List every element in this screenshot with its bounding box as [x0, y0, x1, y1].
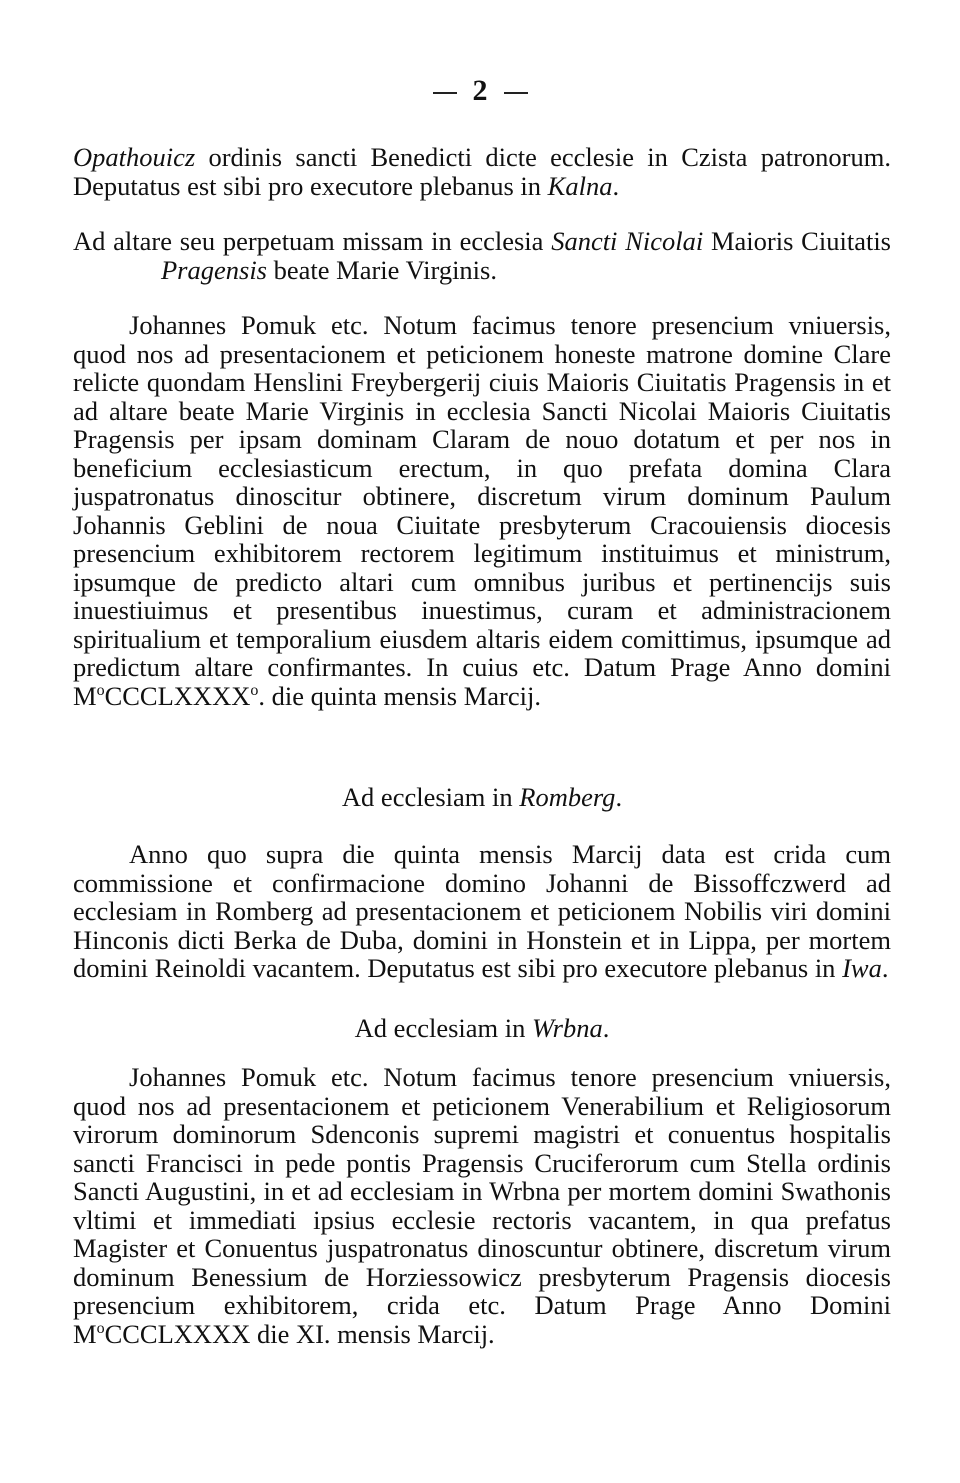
italic-place: Iwa	[842, 953, 882, 983]
heading-romberg	[73, 783, 891, 812]
superscript: o	[96, 681, 105, 699]
paragraph-text: Johannes Pomuk etc. Notum facimus tenore presencium vniuersis, quod nos ad presentacionem et peticionem Venerabilium et Religiosorum virorum dominorum Sdenconis supremi magistri et conuentus hospitalis sancti Francisci in pede pontis Pragensis Cruciferorum cum Stella ordinis Sancti Augustini, in et ad ecclesiam in Wrbna per mortem domini Swathonis vltimi et immediati ipsius ecclesie rectoris vacantem, in qua prefatus Magister et Conuentus juspatronatus dinoscuntur obtinere, discretum virum dominum Benessium de Horziessowicz presbyterum Pragensis diocesis presencium exhibitorem, crida etc. Datum Prage Anno Domini M	[73, 1062, 891, 1349]
heading-end: .	[602, 1013, 610, 1043]
paragraph-text: ordinis sancti Benedicti dicte ecclesie in Czista patronorum. Deputatus est sibi pro executore plebanus in	[73, 142, 891, 201]
italic-place: Opathouicz	[73, 142, 196, 172]
heading-wrbna	[73, 1014, 891, 1043]
heading-text: Ad ecclesiam in	[341, 782, 520, 812]
italic-place: Romberg	[519, 782, 616, 812]
roman-numeral: CCCLXXXX	[104, 680, 251, 711]
paragraph-johannes-2	[73, 1063, 891, 1348]
paragraph-opathouicz	[73, 143, 891, 200]
paragraph-johannes-1	[73, 311, 891, 710]
heading-end: .	[615, 782, 623, 812]
paragraph-text: Anno quo supra die quinta mensis Marcij data est crida cum commissione et confirmacione domino Johanni de Bissoffczwerd ad ecclesiam in Romberg ad presentacionem et peticionem Nobilis viri domini Hinconis dicti Berka de Duba, domini in Honstein et in Lippa, per mortem domini Reinoldi vacantem. Deputatus est sibi pro executore plebanus in	[73, 839, 891, 983]
italic-place: Wrbna	[532, 1013, 603, 1043]
paragraph-end: .	[881, 953, 889, 983]
page-number-value: 2	[472, 74, 488, 107]
paragraph-end: . die quinta mensis Marcij.	[258, 680, 541, 711]
dash-right	[504, 92, 528, 94]
paragraph-text: Ad altare seu perpetuam missam in ecclesia	[73, 226, 552, 256]
paragraph-text: beate Marie Virginis.	[267, 254, 497, 285]
superscript: o	[96, 1319, 105, 1337]
superscript: o	[250, 681, 259, 699]
paragraph-text: Maioris Ciuitatis	[703, 226, 891, 256]
italic-place: Pragensis	[161, 254, 267, 285]
dash-left	[433, 92, 457, 94]
paragraph-end: CCCLXXXX die XI. mensis Marcij.	[104, 1318, 495, 1349]
italic-place: Kalna	[547, 170, 613, 201]
paragraph-ad-altare	[73, 227, 891, 284]
paragraph-end: .	[612, 170, 620, 201]
heading-text: Ad ecclesiam in	[354, 1013, 533, 1043]
paragraph-anno-quo	[73, 840, 891, 983]
paragraph-text: Johannes Pomuk etc. Notum facimus tenore presencium vniuersis, quod nos ad presentacionem et peticionem honeste matrone domine Clare relicte quondam Henslini Freybergerij ciuis Maioris Ciuitatis Pragensis in et ad altare beate Marie Virginis in ecclesia Sancti Nicolai Maioris Ciuitatis Pragensis per ipsam dominam Claram de nouo dotatum et per nos in beneficium ecclesiasticum erectum, in quo prefata domina Clara juspatronatus dinoscitur obtinere, discretum virum dominum Paulum Johannis Geblini de noua Ciuitate presbyterum Cracouiensis diocesis presencium exhibitorem rectorem legitimum instituimus et ministrum, ipsumque de predicto altari cum omnibus juribus et pertinencijs suis inuestiuimus et presentibus inuestimus, curam et administracionem spiritualium et temporalium eiusdem altaris eidem comittimus, ipsumque ad predictum altare confirmantes. In cuius etc. Datum Prage Anno domini M	[73, 310, 891, 711]
italic-place: Sancti Nicolai	[551, 226, 704, 256]
page-number	[0, 76, 960, 106]
